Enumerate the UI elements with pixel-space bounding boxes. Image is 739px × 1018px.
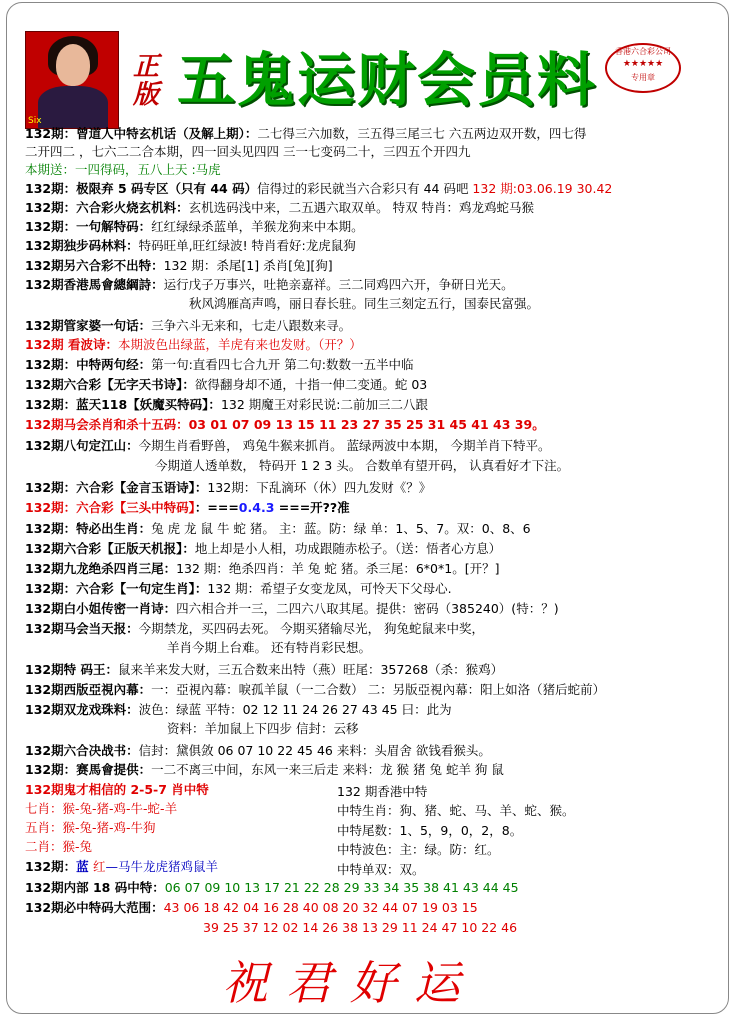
hk-line-1: 中特生肖：狗、猪、蛇、马、羊、蛇、猴。	[337, 803, 575, 818]
hk-line-2: 中特尾数：1、5，9，0，2，8。	[337, 823, 523, 838]
row-39: 132期内部 18 码中特：06 07 09 10 13 17 21 22 28 29 33 34 35 38 41 43 44 45	[25, 880, 519, 895]
row-23: 132期九龙绝杀四肖三尾：132 期：绝杀四肖：羊 兔 蛇 猪。杀三尾：6*0*1。[开？]	[25, 561, 500, 576]
row-29: 132期西版亞視內幕：一：亞視內幕：唳孤羊鼠（一二合数） 二：另版亞視內幕：阳上如洛（猪后蛇前）	[25, 682, 606, 697]
flyer-sheet	[6, 2, 729, 1014]
page-title: 五鬼运财会员料	[177, 46, 598, 114]
row-2: 二开四二 ，七六二二合本期，四一回头见四四 三一七变码二十，三四五个开四九	[25, 144, 471, 159]
row-33: 132期：赛馬會提供：一二不离三中间，东风一来三后走 来料：龙 猴 猪 兔 蛇羊 狗 鼠	[25, 762, 504, 777]
row-18: 今期道人透单数， 特码开 1 2 3 头。 合数单有望开码， 认真看好才下注。	[155, 458, 570, 473]
row-22: 132期六合彩【正版天机报】：地上却是小人相，功成跟随赤松子。（送：悟者心方息）	[25, 541, 502, 556]
row-6: 132期：一句解特码：红红绿绿杀蓝单，羊猴龙狗来中本期。	[25, 219, 364, 234]
hk-title: 132 期香港中特	[337, 784, 428, 799]
row-16: 132期马会杀肖和杀十五码：03 01 07 09 13 15 11 23 27 35 25 31 45 41 43 39。	[25, 417, 545, 432]
row-31: 资料：羊加鼠上下四步 信封：云移	[167, 721, 359, 736]
blessing-text: 祝君好运	[222, 956, 478, 1010]
photo-tag: Six	[28, 116, 42, 126]
row-38: 132期：蓝 红—马牛龙虎猪鸡鼠羊	[25, 859, 218, 874]
hk-line-4: 中特单双：双。	[337, 862, 425, 877]
row-9: 132期香港馬會總綱詩：运行戊子万事兴，吐艳亲嘉祥。三二同鸡四六开，争研日光天。	[25, 277, 514, 292]
row-35: 七肖：猴-兔-猪-鸡-牛-蛇-羊	[25, 801, 178, 816]
row-3: 本期送：一四得码，五八上天 :马虎	[25, 162, 221, 177]
row-13: 132期：中特两句经：第一句:直看四七合九开 第二句:数数一五半中临	[25, 357, 414, 372]
row-4: 132期：极限弃 5 码专区（只有 44 码）信得过的彩民就当六合彩只有 44 码吧 132 期:03.06.19 30.42	[25, 181, 613, 196]
row-14: 132期六合彩【无字天书诗】：欲得翻身却不通，十指一伸二变通。蛇 03	[25, 377, 428, 392]
row-34: 132期鬼才相信的 2-5-7 肖中特	[25, 782, 209, 797]
row-28: 132期特 码王：鼠来羊来发大财，三五合数来出特（燕）旺尾：357268（杀：猴鸡）	[25, 662, 504, 677]
row-37: 二肖：猴-兔	[25, 839, 93, 854]
row-30: 132期双龙戏珠料：波色：绿蓝 平特：02 12 11 24 26 27 43 45 曰：此为	[25, 702, 452, 717]
row-27: 羊肖今期上台难。 还有特肖彩民想。	[167, 640, 371, 655]
row-11: 132期管家婆一句话：三争六斗无来和，七走八跟数来寻。	[25, 318, 352, 333]
portrait-photo	[25, 31, 119, 129]
row-19: 132期：六合彩【金言玉语诗】：132期：下乱滴环（休）四九发财《？》	[25, 480, 432, 495]
row-36: 五肖：猴-兔-猪-鸡-牛狗	[25, 820, 156, 835]
company-stamp: 香港六合彩公司 ★★★★★ 专用章	[605, 43, 681, 93]
row-10: 秋风鸿雁高声鸣，丽日春长驻。同生三刻定五行，国泰民富强。	[189, 296, 540, 311]
row-40: 132期必中特码大范围：43 06 18 42 04 16 28 40 08 20 32 44 07 19 03 15	[25, 900, 478, 915]
row-21: 132期：特必出生肖：兔 虎 龙 鼠 牛 蛇 猪。 主：蓝。防：绿 单：1、5、7。双：0、8、6	[25, 521, 531, 536]
row-41: 39 25 37 12 02 14 26 38 13 29 11 24 47 10 22 46	[203, 920, 518, 935]
row-17: 132期八句定江山：今期生肖看野兽， 鸡兔牛猴来抓肖。 蓝绿两波中本期， 今期羊肖下特平。	[25, 438, 551, 453]
row-24: 132期：六合彩【一句定生肖】：132 期：希望子女变龙凤，可怜天下父母心.	[25, 581, 452, 596]
row-8: 132期另六合彩不出特：132 期：杀尾[1] 杀肖[兔][狗]	[25, 258, 333, 273]
row-7: 132期独步码林料：特码旺单,旺红绿波! 特肖看好:龙虎鼠狗	[25, 238, 356, 253]
zheng-ban-label: 正版	[132, 52, 159, 110]
row-12: 132期 看波诗：本期波色出绿蓝，羊虎有来也发财。（开？）	[25, 337, 362, 352]
row-1: 132期：曾道人中特玄机话（及解上期）：二七得三六加数，三五得三尾三七 六五两边双开数，四七得	[25, 126, 587, 141]
row-15: 132期：蓝天118【妖魔买特码】：132 期魔王对彩民说:二前加三二八跟	[25, 397, 428, 412]
row-5: 132期：六合彩火烧玄机料：玄机选码浅中来，二五遇六取双单。 特双 特肖：鸡龙鸡蛇马猴	[25, 200, 535, 215]
row-25: 132期白小姐传密一肖诗：四六相合并一三，二四六八取其尾。提供：密码（385240）(特：？)	[25, 601, 559, 616]
row-20: 132期：六合彩【三头中特码】：===0.4.3 ===开??准	[25, 500, 350, 515]
row-32: 132期六合决战书：信封：黛俱敛 06 07 10 22 45 46 来料：头眉舍 欲钱看猴头。	[25, 743, 491, 758]
hk-line-3: 中特波色：主：绿。防：红。	[337, 842, 500, 857]
row-26: 132期马会当天报：今期禁龙，买四码去死。 今期买猪输尽光， 狗兔蛇鼠来中奖，	[25, 621, 485, 636]
